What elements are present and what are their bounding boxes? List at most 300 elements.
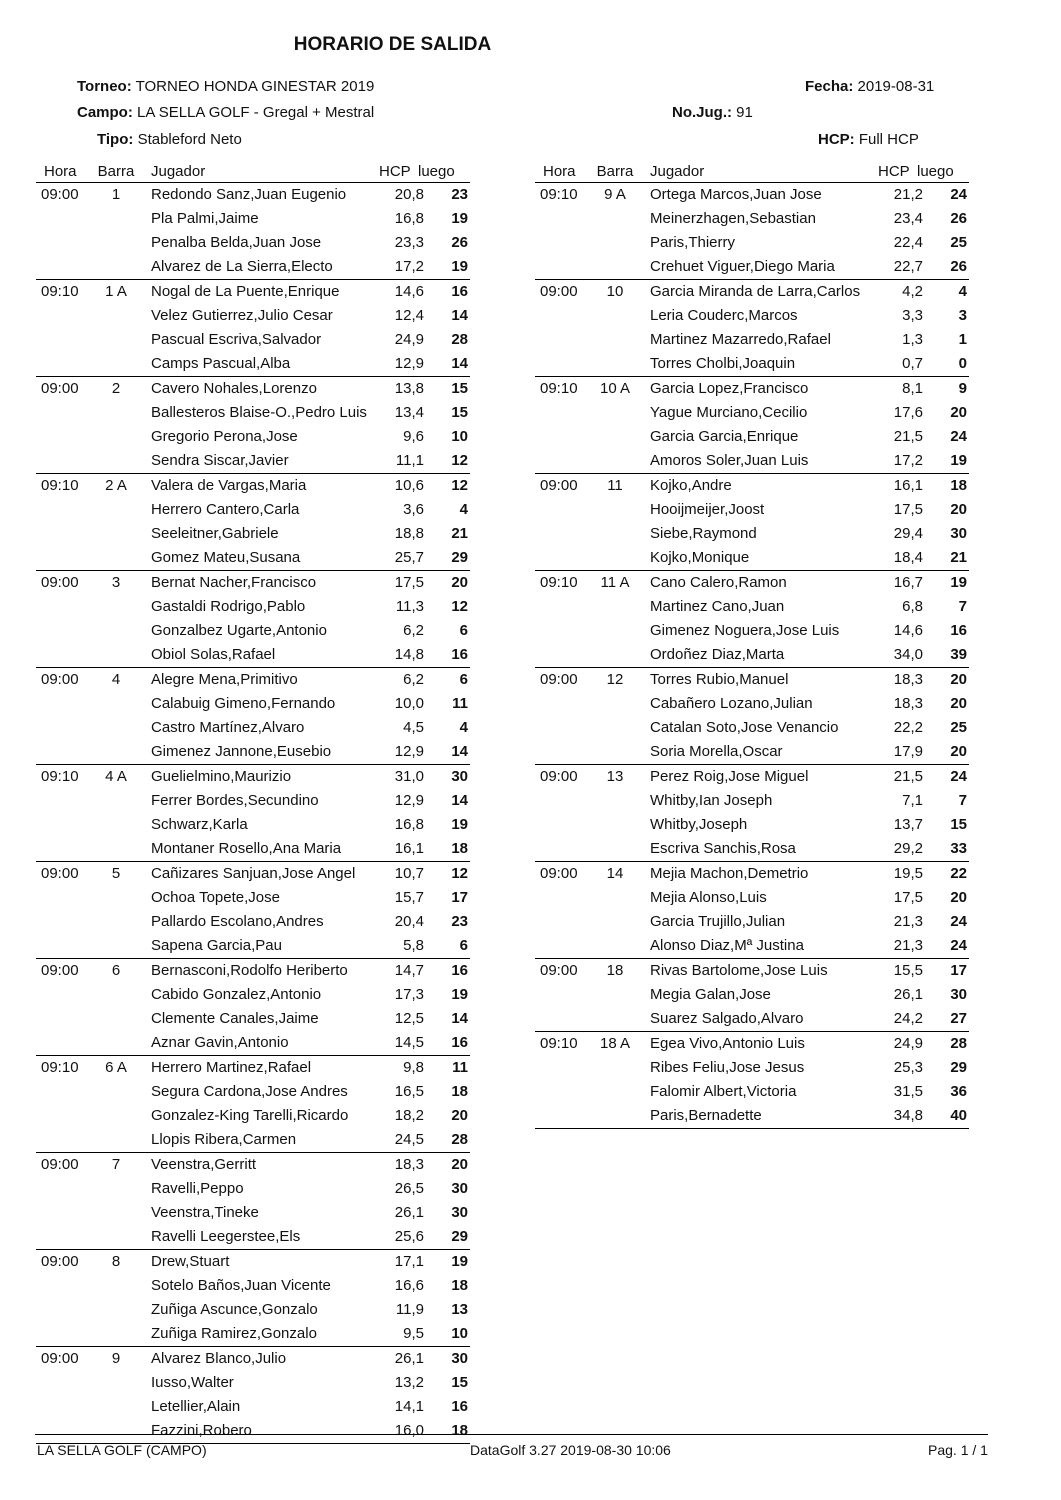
hcp-cell: 5,8	[403, 937, 424, 954]
hcp-cell: 21,5	[893, 768, 923, 785]
hora-cell: 09:00	[41, 671, 79, 688]
hora-cell: 09:10	[540, 186, 578, 203]
jugador-cell: Ravelli Leegerstee,Els	[151, 1228, 301, 1245]
table-row	[535, 910, 969, 934]
table-row	[535, 789, 969, 813]
luego-cell: 24	[950, 937, 967, 954]
table-row	[36, 328, 470, 352]
jugador-cell: Camps Pascual,Alba	[151, 355, 291, 372]
table-row	[36, 304, 470, 328]
hcp-label: HCP:	[818, 131, 855, 148]
hora-cell: 09:00	[41, 962, 79, 979]
table-row	[36, 886, 470, 910]
jugador-cell: Amoros Soler,Juan Luis	[650, 452, 809, 469]
fecha-label: Fecha:	[805, 78, 854, 95]
luego-cell: 30	[451, 1180, 468, 1197]
hcp-cell: 17,6	[893, 404, 923, 421]
luego-cell: 18	[451, 840, 468, 857]
tee-group	[36, 862, 470, 959]
jugador-cell: Catalan Soto,Jose Venancio	[650, 719, 839, 736]
luego-cell: 0	[958, 355, 967, 372]
luego-cell: 20	[950, 889, 967, 906]
jugador-cell: Cano Calero,Ramon	[650, 574, 787, 591]
table-row	[36, 862, 470, 886]
table-row	[535, 280, 969, 304]
footer-divider	[35, 1434, 988, 1435]
luego-cell: 15	[451, 380, 468, 397]
luego-cell: 23	[451, 913, 468, 930]
table-row	[36, 595, 470, 619]
barra-cell: 11	[607, 477, 623, 494]
jugador-cell: Segura Cardona,Jose Andres	[151, 1083, 348, 1100]
jugador-cell: Ochoa Topete,Jose	[151, 889, 280, 906]
luego-cell: 23	[451, 186, 468, 203]
table-row	[36, 207, 470, 231]
hcp-cell: 16,6	[394, 1277, 424, 1294]
table-row	[36, 522, 470, 546]
fecha-line	[805, 78, 934, 95]
hcp-cell: 18,2	[394, 1107, 424, 1124]
luego-cell: 4	[459, 501, 468, 518]
hcp-cell: 13,2	[394, 1374, 424, 1391]
jugador-cell: Ravelli,Peppo	[151, 1180, 244, 1197]
tee-group	[36, 377, 470, 474]
hcp-cell: 15,7	[394, 889, 424, 906]
footer-club: LA SELLA GOLF (CAMPO)	[37, 1442, 207, 1458]
table-row	[535, 546, 969, 570]
table-row	[535, 813, 969, 837]
hora-cell: 09:10	[540, 1035, 578, 1052]
luego-cell: 19	[451, 210, 468, 227]
hcp-cell: 24,9	[893, 1035, 923, 1052]
hcp-cell: 21,3	[893, 913, 923, 930]
tee-group	[535, 377, 969, 474]
table-row	[535, 983, 969, 1007]
header-luego: luego	[418, 163, 455, 180]
jugador-cell: Clemente Canales,Jaime	[151, 1010, 319, 1027]
header-jugador: Jugador	[650, 163, 705, 180]
hcp-cell: 34,8	[893, 1107, 923, 1124]
hcp-cell: 9,5	[403, 1325, 424, 1342]
luego-cell: 15	[950, 816, 967, 833]
hcp-cell: 24,5	[394, 1131, 424, 1148]
hcp-cell: 26,1	[394, 1204, 424, 1221]
hcp-cell: 23,4	[893, 210, 923, 227]
luego-cell: 28	[451, 331, 468, 348]
jugador-cell: Alvarez de La Sierra,Electo	[151, 258, 333, 275]
hora-cell: 09:00	[540, 962, 578, 979]
hcp-cell: 17,5	[893, 501, 923, 518]
header-barra: Barra	[596, 163, 634, 180]
hcp-cell: 31,5	[893, 1083, 923, 1100]
luego-cell: 40	[950, 1107, 967, 1124]
luego-cell: 29	[950, 1059, 967, 1076]
jugador-cell: Leria Couderc,Marcos	[650, 307, 798, 324]
luego-cell: 17	[451, 889, 468, 906]
jugador-cell: Drew,Stuart	[151, 1253, 230, 1270]
table-row	[535, 1007, 969, 1031]
table-row	[535, 352, 969, 376]
table-row	[36, 813, 470, 837]
jugador-cell: Yague Murciano,Cecilio	[650, 404, 808, 421]
hora-cell: 09:10	[41, 1059, 79, 1076]
luego-cell: 12	[451, 598, 468, 615]
tee-group	[36, 959, 470, 1056]
table-row	[36, 352, 470, 376]
fecha-value: 2019-08-31	[857, 78, 935, 95]
luego-cell: 6	[459, 622, 468, 639]
tee-group	[36, 280, 470, 377]
jugador-cell: Paris,Thierry	[650, 234, 736, 251]
luego-cell: 13	[451, 1301, 468, 1318]
table-row	[535, 377, 969, 401]
tee-group	[36, 668, 470, 765]
hcp-cell: 16,1	[394, 840, 424, 857]
luego-cell: 14	[451, 1010, 468, 1027]
jugador-cell: Seeleitner,Gabriele	[151, 525, 279, 542]
tee-group	[535, 862, 969, 959]
table-header	[535, 162, 969, 183]
table-row	[36, 789, 470, 813]
jugador-cell: Gomez Mateu,Susana	[151, 549, 301, 566]
hora-cell: 09:10	[540, 380, 578, 397]
luego-cell: 16	[451, 1398, 468, 1415]
jugador-cell: Garcia Miranda de Larra,Carlos	[650, 283, 861, 300]
hcp-cell: 1,3	[902, 331, 923, 348]
table-row	[535, 886, 969, 910]
hcp-cell: 12,5	[394, 1010, 424, 1027]
jugador-cell: Gregorio Perona,Jose	[151, 428, 298, 445]
header-hcp: HCP	[379, 163, 411, 180]
table-row	[535, 595, 969, 619]
luego-cell: 16	[950, 622, 967, 639]
luego-cell: 12	[451, 865, 468, 882]
luego-cell: 30	[950, 986, 967, 1003]
jugador-cell: Llopis Ribera,Carmen	[151, 1131, 297, 1148]
table-row	[535, 183, 969, 207]
hcp-cell: 17,5	[893, 889, 923, 906]
table-row	[36, 1274, 470, 1298]
hcp-cell: 11,9	[395, 1301, 424, 1318]
table-row	[36, 1322, 470, 1346]
hcp-line	[818, 131, 919, 148]
barra-cell: 4	[111, 671, 121, 688]
luego-cell: 16	[451, 646, 468, 663]
luego-cell: 20	[451, 1107, 468, 1124]
jugador-cell: Suarez Salgado,Alvaro	[650, 1010, 804, 1027]
jugador-cell: Siebe,Raymond	[650, 525, 757, 542]
jugador-cell: Veenstra,Tineke	[151, 1204, 259, 1221]
table-row	[36, 183, 470, 207]
luego-cell: 30	[451, 1350, 468, 1367]
jugador-cell: Calabuig Gimeno,Fernando	[151, 695, 336, 712]
luego-cell: 24	[950, 768, 967, 785]
luego-cell: 19	[451, 258, 468, 275]
hcp-cell: 14,6	[394, 283, 424, 300]
jugador-cell: Paris,Bernadette	[650, 1107, 762, 1124]
hora-cell: 09:00	[41, 1350, 79, 1367]
jugador-cell: Velez Gutierrez,Julio Cesar	[151, 307, 333, 324]
table-row	[36, 910, 470, 934]
table-row	[36, 1371, 470, 1395]
tipo-value: Stableford Neto	[137, 131, 242, 148]
luego-cell: 10	[451, 1325, 468, 1342]
jugador-cell: Penalba Belda,Juan Jose	[151, 234, 322, 251]
jugador-cell: Guelielmino,Maurizio	[151, 768, 292, 785]
tee-group	[36, 183, 470, 280]
hora-cell: 09:00	[41, 865, 79, 882]
jugador-cell: Escriva Sanchis,Rosa	[650, 840, 796, 857]
luego-cell: 20	[950, 404, 967, 421]
jugador-cell: Martinez Mazarredo,Rafael	[650, 331, 831, 348]
hcp-cell: 24,2	[893, 1010, 923, 1027]
table-row	[36, 1347, 470, 1371]
table-row	[535, 449, 969, 473]
barra-cell: 6 A	[105, 1059, 127, 1076]
hcp-cell: 8,1	[902, 380, 923, 397]
tee-group	[535, 959, 969, 1032]
hcp-cell: 12,9	[394, 743, 424, 760]
table-row	[36, 377, 470, 401]
luego-cell: 30	[451, 1204, 468, 1221]
table-row	[36, 231, 470, 255]
tee-group	[535, 668, 969, 765]
jugador-cell: Schwarz,Karla	[151, 816, 248, 833]
table-row	[36, 474, 470, 498]
hcp-cell: 4,2	[902, 283, 923, 300]
barra-cell: 12	[606, 671, 624, 688]
jugador-cell: Veenstra,Gerritt	[151, 1156, 257, 1173]
table-row	[535, 1104, 969, 1128]
header-luego: luego	[917, 163, 954, 180]
jugador-cell: Iusso,Walter	[151, 1374, 234, 1391]
hcp-cell: 10,6	[394, 477, 424, 494]
table-row	[36, 449, 470, 473]
jugador-cell: Redondo Sanz,Juan Eugenio	[151, 186, 347, 203]
table-row	[535, 668, 969, 692]
luego-cell: 16	[451, 1034, 468, 1051]
jugador-cell: Herrero Martinez,Rafael	[151, 1059, 312, 1076]
luego-cell: 20	[451, 1156, 468, 1173]
table-row	[535, 304, 969, 328]
table-row	[36, 425, 470, 449]
table-row	[36, 716, 470, 740]
jugador-cell: Bernat Nacher,Francisco	[151, 574, 317, 591]
campo-value: LA SELLA GOLF - Gregal + Mestral	[137, 104, 375, 121]
hora-cell: 09:00	[540, 283, 578, 300]
table-row	[535, 934, 969, 958]
hcp-value: Full HCP	[858, 131, 919, 148]
nojug-line	[672, 104, 753, 121]
nojug-label: No.Jug.:	[672, 104, 732, 121]
hcp-cell: 13,8	[394, 380, 424, 397]
luego-cell: 9	[958, 380, 967, 397]
header-jugador: Jugador	[151, 163, 206, 180]
barra-cell: 5	[111, 865, 121, 882]
jugador-cell: Castro Martínez,Alvaro	[151, 719, 305, 736]
luego-cell: 20	[950, 671, 967, 688]
barra-cell: 1	[111, 186, 121, 203]
jugador-cell: Aznar Gavin,Antonio	[151, 1034, 289, 1051]
luego-cell: 4	[958, 283, 967, 300]
start-table-right	[535, 162, 969, 1129]
hora-cell: 09:00	[540, 865, 578, 882]
jugador-cell: Kojko,Andre	[650, 477, 732, 494]
hcp-cell: 26,5	[394, 1180, 424, 1197]
hcp-cell: 14,5	[394, 1034, 424, 1051]
luego-cell: 21	[950, 549, 967, 566]
luego-cell: 29	[451, 1228, 468, 1245]
hcp-cell: 14,7	[394, 962, 424, 979]
barra-cell: 3	[111, 574, 121, 591]
jugador-cell: Alvarez Blanco,Julio	[151, 1350, 287, 1367]
hcp-cell: 12,9	[394, 355, 424, 372]
hcp-cell: 13,4	[394, 404, 424, 421]
hora-cell: 09:10	[41, 768, 79, 785]
hora-cell: 09:00	[41, 1253, 79, 1270]
table-row	[535, 401, 969, 425]
hcp-cell: 22,4	[893, 234, 923, 251]
hcp-cell: 17,9	[893, 743, 923, 760]
luego-cell: 14	[451, 792, 468, 809]
jugador-cell: Cabido Gonzalez,Antonio	[151, 986, 322, 1003]
jugador-cell: Ferrer Bordes,Secundino	[151, 792, 319, 809]
header-hora: Hora	[543, 163, 576, 180]
header-hcp: HCP	[878, 163, 910, 180]
hora-cell: 09:00	[41, 380, 79, 397]
jugador-cell: Fazzini,Robero	[151, 1422, 252, 1439]
hcp-cell: 14,1	[394, 1398, 424, 1415]
table-row	[535, 862, 969, 886]
hcp-cell: 17,2	[394, 258, 424, 275]
hcp-cell: 0,7	[902, 355, 923, 372]
barra-cell: 1 A	[105, 283, 127, 300]
jugador-cell: Bernasconi,Rodolfo Heriberto	[151, 962, 348, 979]
table-row	[36, 765, 470, 789]
hcp-cell: 18,3	[394, 1156, 424, 1173]
table-row	[535, 692, 969, 716]
tee-group	[36, 474, 470, 571]
table-row	[535, 1080, 969, 1104]
jugador-cell: Cavero Nohales,Lorenzo	[151, 380, 317, 397]
table-row	[535, 328, 969, 352]
campo-line	[77, 104, 374, 121]
luego-cell: 27	[950, 1010, 967, 1027]
luego-cell: 1	[958, 331, 967, 348]
jugador-cell: Ballesteros Blaise-O.,Pedro Luis	[151, 404, 367, 421]
jugador-cell: Pla Palmi,Jaime	[151, 210, 259, 227]
barra-cell: 11 A	[600, 574, 630, 591]
barra-cell: 14	[606, 865, 624, 882]
barra-cell: 10 A	[599, 380, 631, 397]
luego-cell: 18	[451, 1083, 468, 1100]
hcp-cell: 14,8	[394, 646, 424, 663]
luego-cell: 7	[958, 792, 967, 809]
luego-cell: 29	[451, 549, 468, 566]
hcp-cell: 10,0	[394, 695, 424, 712]
table-row	[36, 1128, 470, 1152]
table-row	[36, 546, 470, 570]
tee-group	[535, 1032, 969, 1129]
hcp-cell: 16,8	[394, 210, 424, 227]
hcp-cell: 26,1	[893, 986, 923, 1003]
jugador-cell: Nogal de La Puente,Enrique	[151, 283, 340, 300]
luego-cell: 21	[451, 525, 468, 542]
table-row	[36, 280, 470, 304]
hcp-cell: 16,8	[394, 816, 424, 833]
hcp-cell: 25,7	[394, 549, 424, 566]
hcp-cell: 29,2	[893, 840, 923, 857]
luego-cell: 14	[451, 307, 468, 324]
luego-cell: 3	[958, 307, 967, 324]
torneo-label: Torneo:	[77, 78, 132, 95]
hcp-cell: 6,2	[403, 671, 424, 688]
jugador-cell: Mejia Alonso,Luis	[650, 889, 767, 906]
hcp-cell: 11,1	[395, 452, 424, 469]
table-row	[36, 1395, 470, 1419]
jugador-cell: Egea Vivo,Antonio Luis	[650, 1035, 805, 1052]
table-row	[535, 740, 969, 764]
table-row	[535, 619, 969, 643]
luego-cell: 26	[950, 210, 967, 227]
page-title: HORARIO DE SALIDA	[293, 34, 492, 55]
jugador-cell: Garcia Garcia,Enrique	[650, 428, 799, 445]
hcp-cell: 22,2	[893, 719, 923, 736]
table-row	[36, 571, 470, 595]
luego-cell: 24	[950, 186, 967, 203]
torneo-value: TORNEO HONDA GINESTAR 2019	[135, 78, 375, 95]
barra-cell: 18 A	[599, 1035, 631, 1052]
table-row	[535, 765, 969, 789]
table-row	[36, 668, 470, 692]
jugador-cell: Perez Roig,Jose Miguel	[650, 768, 809, 785]
barra-cell: 2	[111, 380, 121, 397]
jugador-cell: Ordoñez Diaz,Marta	[650, 646, 785, 663]
tipo-line	[97, 131, 242, 148]
jugador-cell: Obiol Solas,Rafael	[151, 646, 276, 663]
hcp-cell: 20,4	[394, 913, 424, 930]
luego-cell: 24	[950, 913, 967, 930]
hcp-cell: 24,9	[394, 331, 424, 348]
hora-cell: 09:00	[540, 477, 578, 494]
luego-cell: 20	[950, 501, 967, 518]
table-row	[36, 1201, 470, 1225]
luego-cell: 4	[459, 719, 468, 736]
hcp-cell: 18,3	[893, 695, 923, 712]
luego-cell: 19	[950, 574, 967, 591]
luego-cell: 10	[451, 428, 468, 445]
table-row	[36, 1225, 470, 1249]
luego-cell: 26	[451, 234, 468, 251]
footer-software: DataGolf 3.27 2019-08-30 10:06	[470, 1442, 671, 1458]
barra-cell: 6	[111, 962, 121, 979]
luego-cell: 18	[451, 1277, 468, 1294]
jugador-cell: Gimenez Noguera,Jose Luis	[650, 622, 840, 639]
barra-cell: 10	[606, 283, 624, 300]
luego-cell: 36	[950, 1083, 967, 1100]
barra-cell: 9	[111, 1350, 121, 1367]
hcp-cell: 34,0	[893, 646, 923, 663]
table-row	[36, 1031, 470, 1055]
luego-cell: 6	[459, 671, 468, 688]
jugador-cell: Letellier,Alain	[151, 1398, 241, 1415]
luego-cell: 12	[451, 452, 468, 469]
barra-cell: 4 A	[105, 768, 127, 785]
tee-group	[535, 183, 969, 280]
footer-page: Pag. 1 / 1	[928, 1442, 988, 1458]
hcp-cell: 17,3	[394, 986, 424, 1003]
hora-cell: 09:00	[41, 186, 79, 203]
